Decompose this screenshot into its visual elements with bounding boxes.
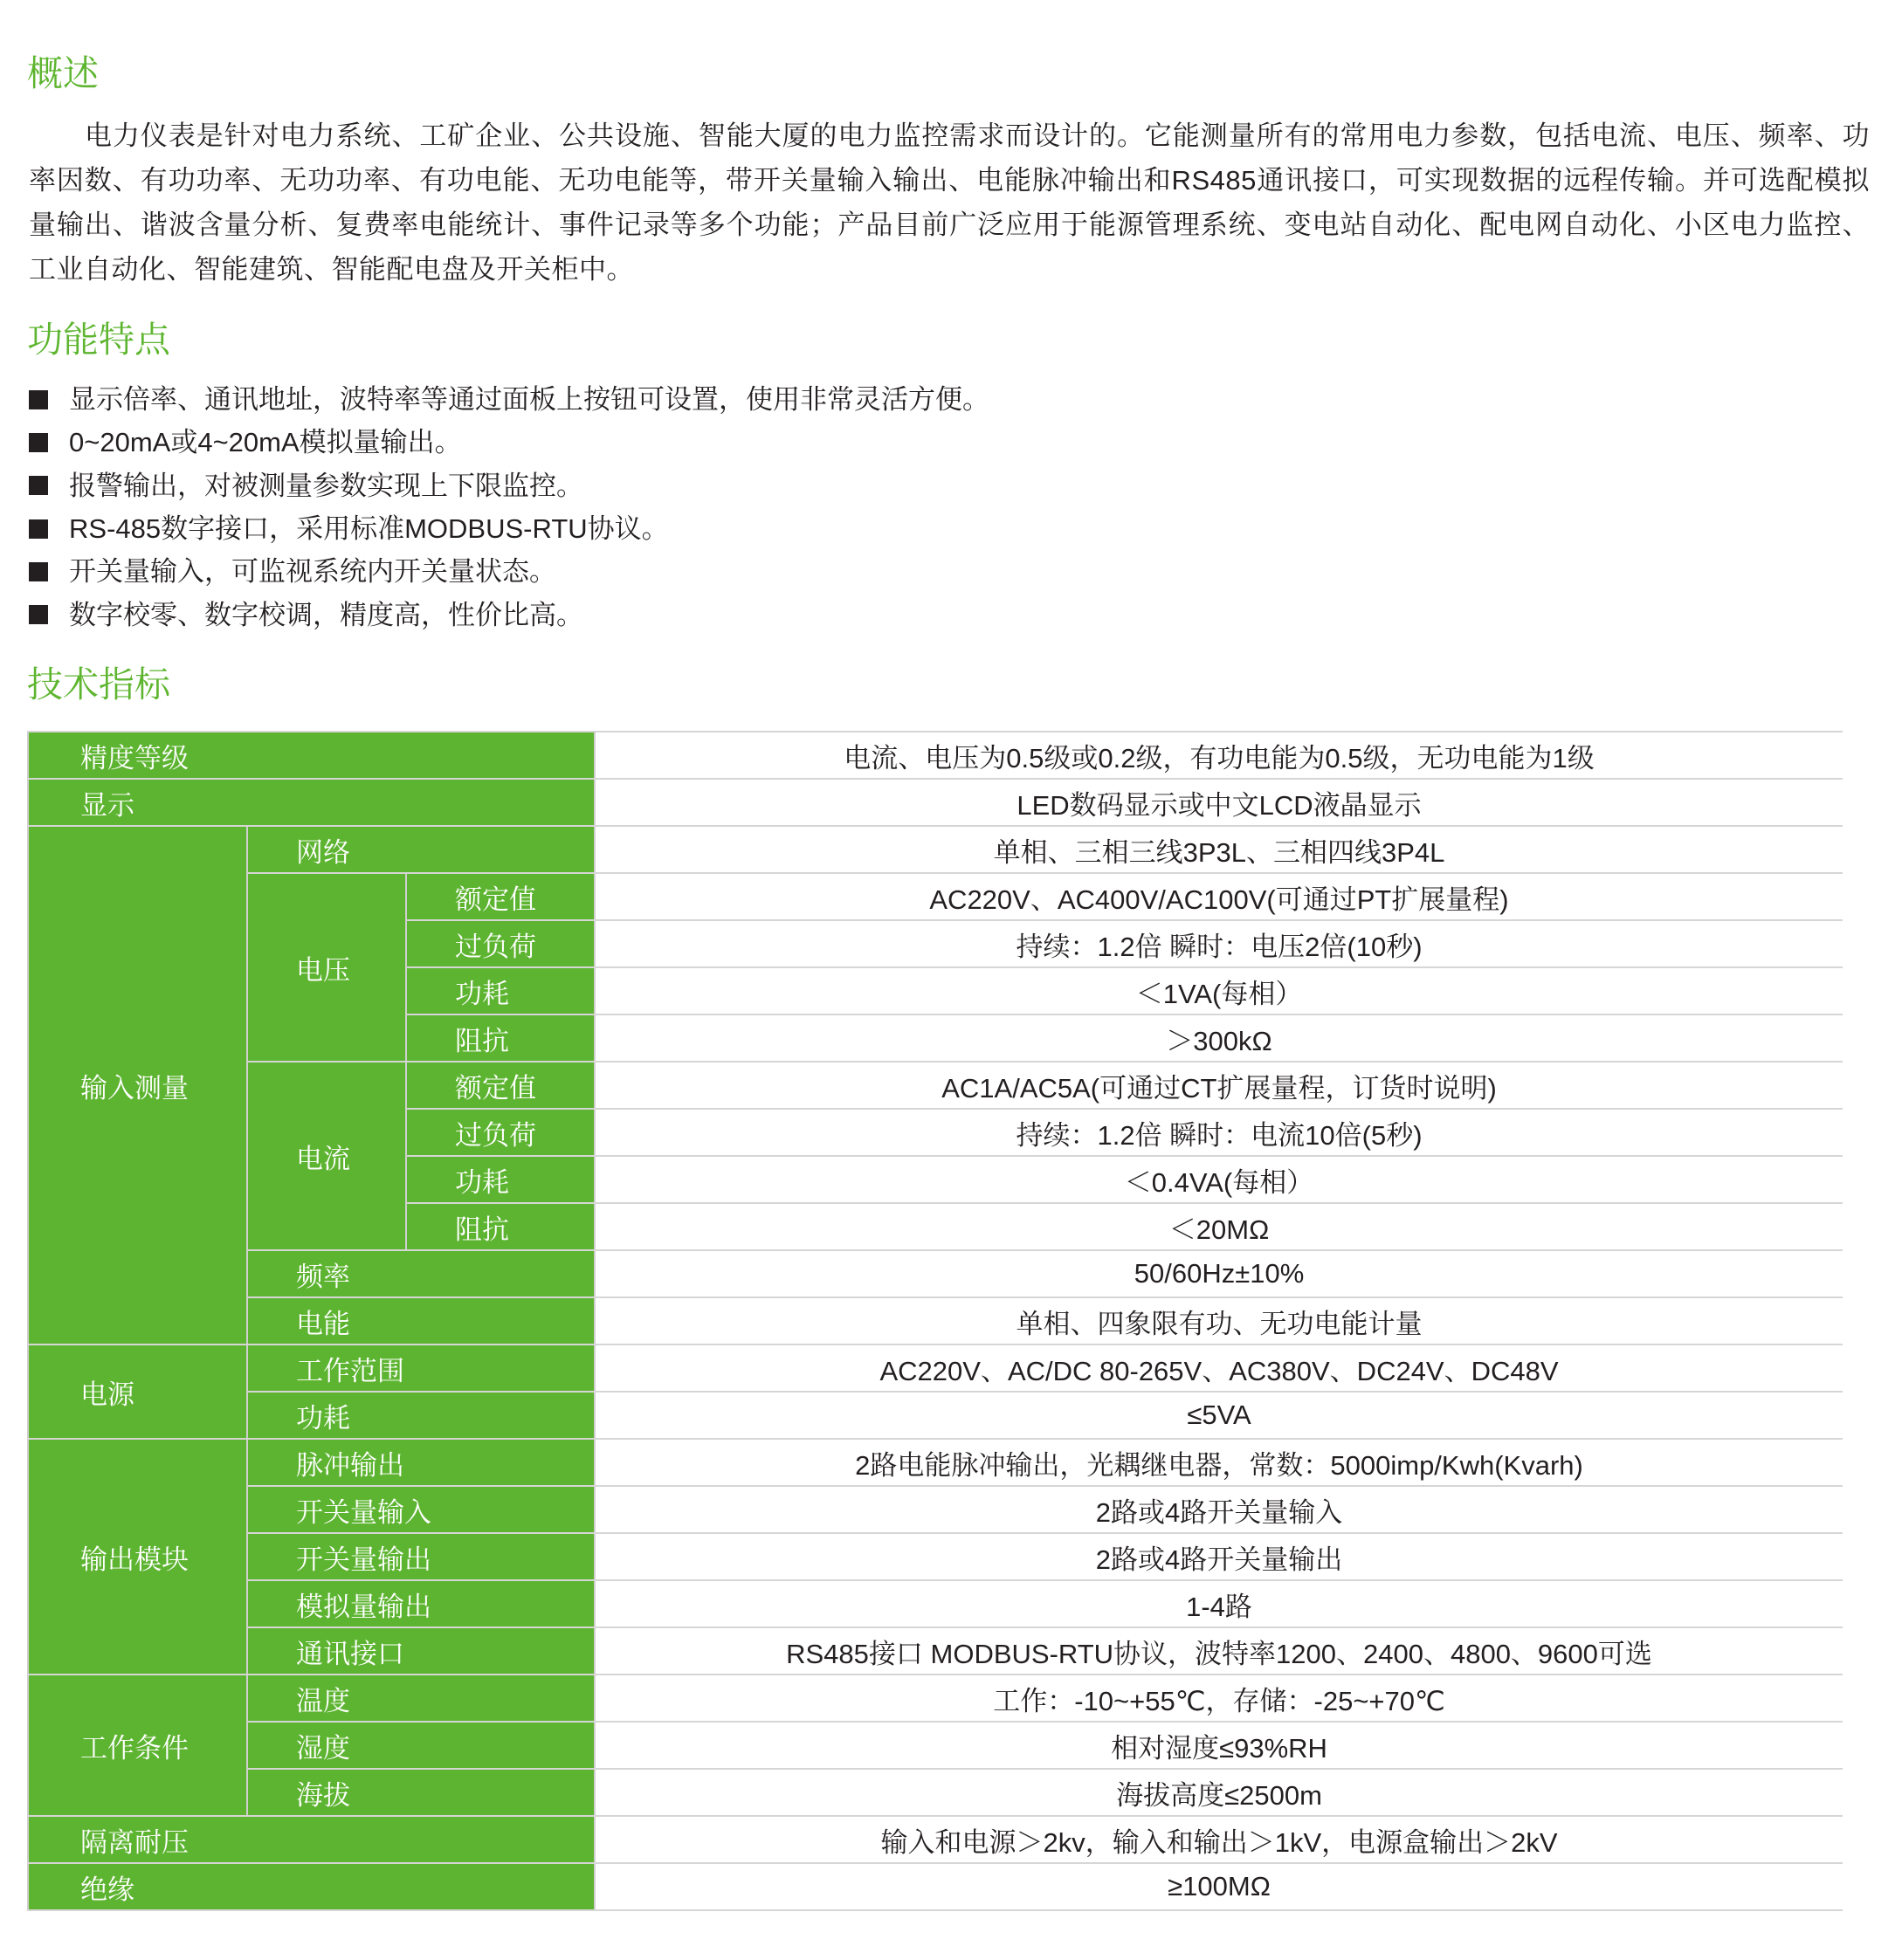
spec-label-cell	[406, 1156, 595, 1203]
feature-text: 数字校零、数字校调，精度高，性价比高。	[69, 599, 583, 630]
spec-label: 过负荷	[455, 1119, 536, 1151]
spec-label: 开关量输出	[296, 1544, 431, 1575]
spec-value: AC1A/AC5A(可通过CT扩展量程，订货时说明)	[595, 1062, 1843, 1109]
spec-value: 相对湿度≤93%RH	[595, 1722, 1843, 1769]
spec-label: 频率	[296, 1261, 350, 1292]
spec-row	[28, 732, 1843, 779]
spec-label: 阻抗	[455, 1214, 509, 1245]
spec-label: 脉冲输出	[296, 1449, 404, 1481]
feature-item	[29, 421, 989, 464]
feature-item	[29, 464, 989, 507]
spec-label-cell	[247, 1392, 595, 1439]
spec-label-cell	[247, 1250, 595, 1297]
spec-label-cell	[247, 1627, 595, 1675]
spec-row	[28, 1675, 1843, 1722]
spec-label: 输入测量	[80, 1072, 189, 1104]
spec-label: 模拟量输出	[296, 1591, 431, 1622]
spec-value: 2路电能脉冲输出，光耦继电器，常数：5000imp/Kwh(Kvarh)	[595, 1439, 1843, 1486]
spec-row	[28, 1062, 1843, 1109]
spec-label: 额定值	[455, 1072, 536, 1104]
spec-label-cell	[406, 920, 595, 967]
spec-label: 电源	[80, 1379, 134, 1410]
spec-value: 单相、四象限有功、无功电能计量	[595, 1297, 1843, 1344]
features-list	[29, 378, 989, 636]
spec-value: RS485接口 MODBUS-RTU协议，波特率1200、2400、4800、9600可选	[595, 1627, 1843, 1675]
square-bullet-icon	[29, 433, 48, 452]
spec-row	[28, 1580, 1843, 1627]
spec-label: 电流	[296, 1143, 350, 1174]
spec-label-cell	[247, 1533, 595, 1580]
spec-label-cell	[247, 873, 406, 1062]
spec-label: 通讯接口	[296, 1638, 404, 1669]
spec-label: 湿度	[296, 1732, 350, 1764]
spec-value: 单相、三相三线3P3L、三相四线3P4L	[595, 826, 1843, 873]
spec-label-cell	[247, 1675, 595, 1722]
spec-label: 功耗	[455, 978, 509, 1009]
spec-label-cell	[406, 1014, 595, 1062]
spec-row	[28, 1297, 1843, 1344]
feature-text: 显示倍率、通讯地址，波特率等通过面板上按钮可设置，使用非常灵活方便。	[69, 384, 989, 416]
spec-label: 过负荷	[455, 931, 536, 962]
spec-row	[28, 1722, 1843, 1769]
spec-label: 电压	[296, 954, 350, 986]
spec-value: 2路或4路开关量输入	[595, 1486, 1843, 1533]
spec-label-cell	[247, 1344, 595, 1392]
spec-label: 功耗	[455, 1166, 509, 1198]
spec-row	[28, 1816, 1843, 1863]
spec-value: AC220V、AC400V/AC100V(可通过PT扩展量程)	[595, 873, 1843, 920]
spec-value: ＜1VA(每相）	[595, 967, 1843, 1014]
spec-label: 工作条件	[80, 1732, 189, 1764]
specs-heading: 技术指标	[27, 664, 170, 705]
spec-row	[28, 873, 1843, 920]
overview-paragraph: 电力仪表是针对电力系统、工矿企业、公共设施、智能大厦的电力监控需求而设计的。它能测量所有的常用电力参数，包括电流、电压、频率、功率因数、有功功率、无功功率、有功电能、无功电能等，带开关量输入输出、电能脉冲输出和RS485通讯接口，可实现数据的远程传输。并可选配模拟量输出、谐波含量分析、复费率电能统计、事件记录等多个功能；产品目前广泛应用于能源管理系统、变电站自动化、配电网自动化、小区电力监控、工业自动化、智能建筑、智能配电盘及开关柜中。	[29, 120, 1870, 285]
spec-label-cell	[247, 826, 595, 873]
spec-label-cell	[406, 873, 595, 920]
overview-heading: 概述	[27, 53, 99, 93]
square-bullet-icon	[29, 476, 48, 495]
spec-label-cell	[247, 1297, 595, 1344]
spec-label-cell	[406, 1062, 595, 1109]
spec-label: 工作范围	[296, 1355, 404, 1386]
spec-label-cell	[28, 1675, 247, 1816]
spec-value: 输入和电源＞2kv，输入和输出＞1kV，电源盒输出＞2kV	[595, 1816, 1843, 1863]
spec-value: ＜0.4VA(每相）	[595, 1156, 1843, 1203]
spec-row	[28, 1486, 1843, 1533]
spec-label: 阻抗	[455, 1025, 509, 1056]
spec-label-cell	[247, 1439, 595, 1486]
feature-text: 开关量输入，可监视系统内开关量状态。	[69, 556, 556, 588]
spec-label: 额定值	[455, 884, 536, 915]
spec-value: 工作：-10~+55℃，存储：-25~+70℃	[595, 1675, 1843, 1722]
spec-label-cell	[28, 1816, 595, 1863]
spec-value: ≥100MΩ	[595, 1863, 1843, 1910]
square-bullet-icon	[29, 605, 48, 624]
spec-row	[28, 1250, 1843, 1297]
spec-row	[28, 1439, 1843, 1486]
spec-label: 网络	[296, 836, 350, 868]
feature-text: 报警输出，对被测量参数实现上下限监控。	[69, 470, 583, 501]
spec-label-cell	[28, 779, 595, 826]
spec-row	[28, 779, 1843, 826]
spec-label-cell	[28, 1344, 247, 1439]
spec-value: AC220V、AC/DC 80-265V、AC380V、DC24V、DC48V	[595, 1344, 1843, 1392]
square-bullet-icon	[29, 390, 48, 409]
spec-value: 持续：1.2倍 瞬时：电压2倍(10秒)	[595, 920, 1843, 967]
spec-label-cell	[406, 1203, 595, 1250]
spec-label-cell	[247, 1486, 595, 1533]
spec-value: ＞300kΩ	[595, 1014, 1843, 1062]
spec-label: 海拔	[296, 1779, 350, 1811]
spec-label-cell	[247, 1062, 406, 1250]
spec-value: 电流、电压为0.5级或0.2级，有功电能为0.5级，无功电能为1级	[595, 732, 1843, 779]
spec-label: 开关量输入	[296, 1496, 431, 1528]
spec-row	[28, 1533, 1843, 1580]
spec-label-cell	[28, 1439, 247, 1675]
spec-table	[27, 731, 1843, 1911]
feature-text: 0~20mA或4~20mA模拟量输出。	[69, 427, 462, 458]
square-bullet-icon	[29, 519, 48, 539]
spec-value: 1-4路	[595, 1580, 1843, 1627]
spec-value: LED数码显示或中文LCD液晶显示	[595, 779, 1843, 826]
spec-label-cell	[28, 826, 247, 1344]
spec-label: 隔离耐压	[80, 1826, 189, 1858]
features-heading: 功能特点	[27, 320, 170, 360]
spec-row	[28, 1863, 1843, 1910]
spec-row	[28, 826, 1843, 873]
spec-value: 2路或4路开关量输出	[595, 1533, 1843, 1580]
spec-label-cell	[28, 1863, 595, 1910]
spec-label-cell	[247, 1580, 595, 1627]
feature-item	[29, 507, 989, 550]
feature-item	[29, 593, 989, 636]
feature-text: RS-485数字接口，采用标准MODBUS-RTU协议。	[69, 513, 669, 545]
spec-label: 输出模块	[80, 1544, 189, 1575]
spec-label-cell	[406, 967, 595, 1014]
spec-label-cell	[406, 1109, 595, 1156]
spec-row	[28, 1344, 1843, 1392]
spec-value: ＜20MΩ	[595, 1203, 1843, 1250]
spec-row	[28, 1627, 1843, 1675]
spec-value: 海拔高度≤2500m	[595, 1769, 1843, 1816]
spec-label: 精度等级	[80, 742, 189, 774]
spec-label: 电能	[296, 1308, 350, 1339]
spec-label: 显示	[80, 789, 134, 821]
square-bullet-icon	[29, 562, 48, 581]
spec-row	[28, 1392, 1843, 1439]
spec-value: 50/60Hz±10%	[595, 1250, 1843, 1297]
spec-row	[28, 1769, 1843, 1816]
spec-label-cell	[247, 1722, 595, 1769]
spec-value: ≤5VA	[595, 1392, 1843, 1439]
spec-label-cell	[28, 732, 595, 779]
feature-item	[29, 378, 989, 421]
spec-label: 功耗	[296, 1402, 350, 1434]
spec-label-cell	[247, 1769, 595, 1816]
feature-item	[29, 550, 989, 593]
spec-label: 温度	[296, 1685, 350, 1716]
spec-value: 持续：1.2倍 瞬时：电流10倍(5秒)	[595, 1109, 1843, 1156]
spec-label: 绝缘	[80, 1874, 134, 1905]
